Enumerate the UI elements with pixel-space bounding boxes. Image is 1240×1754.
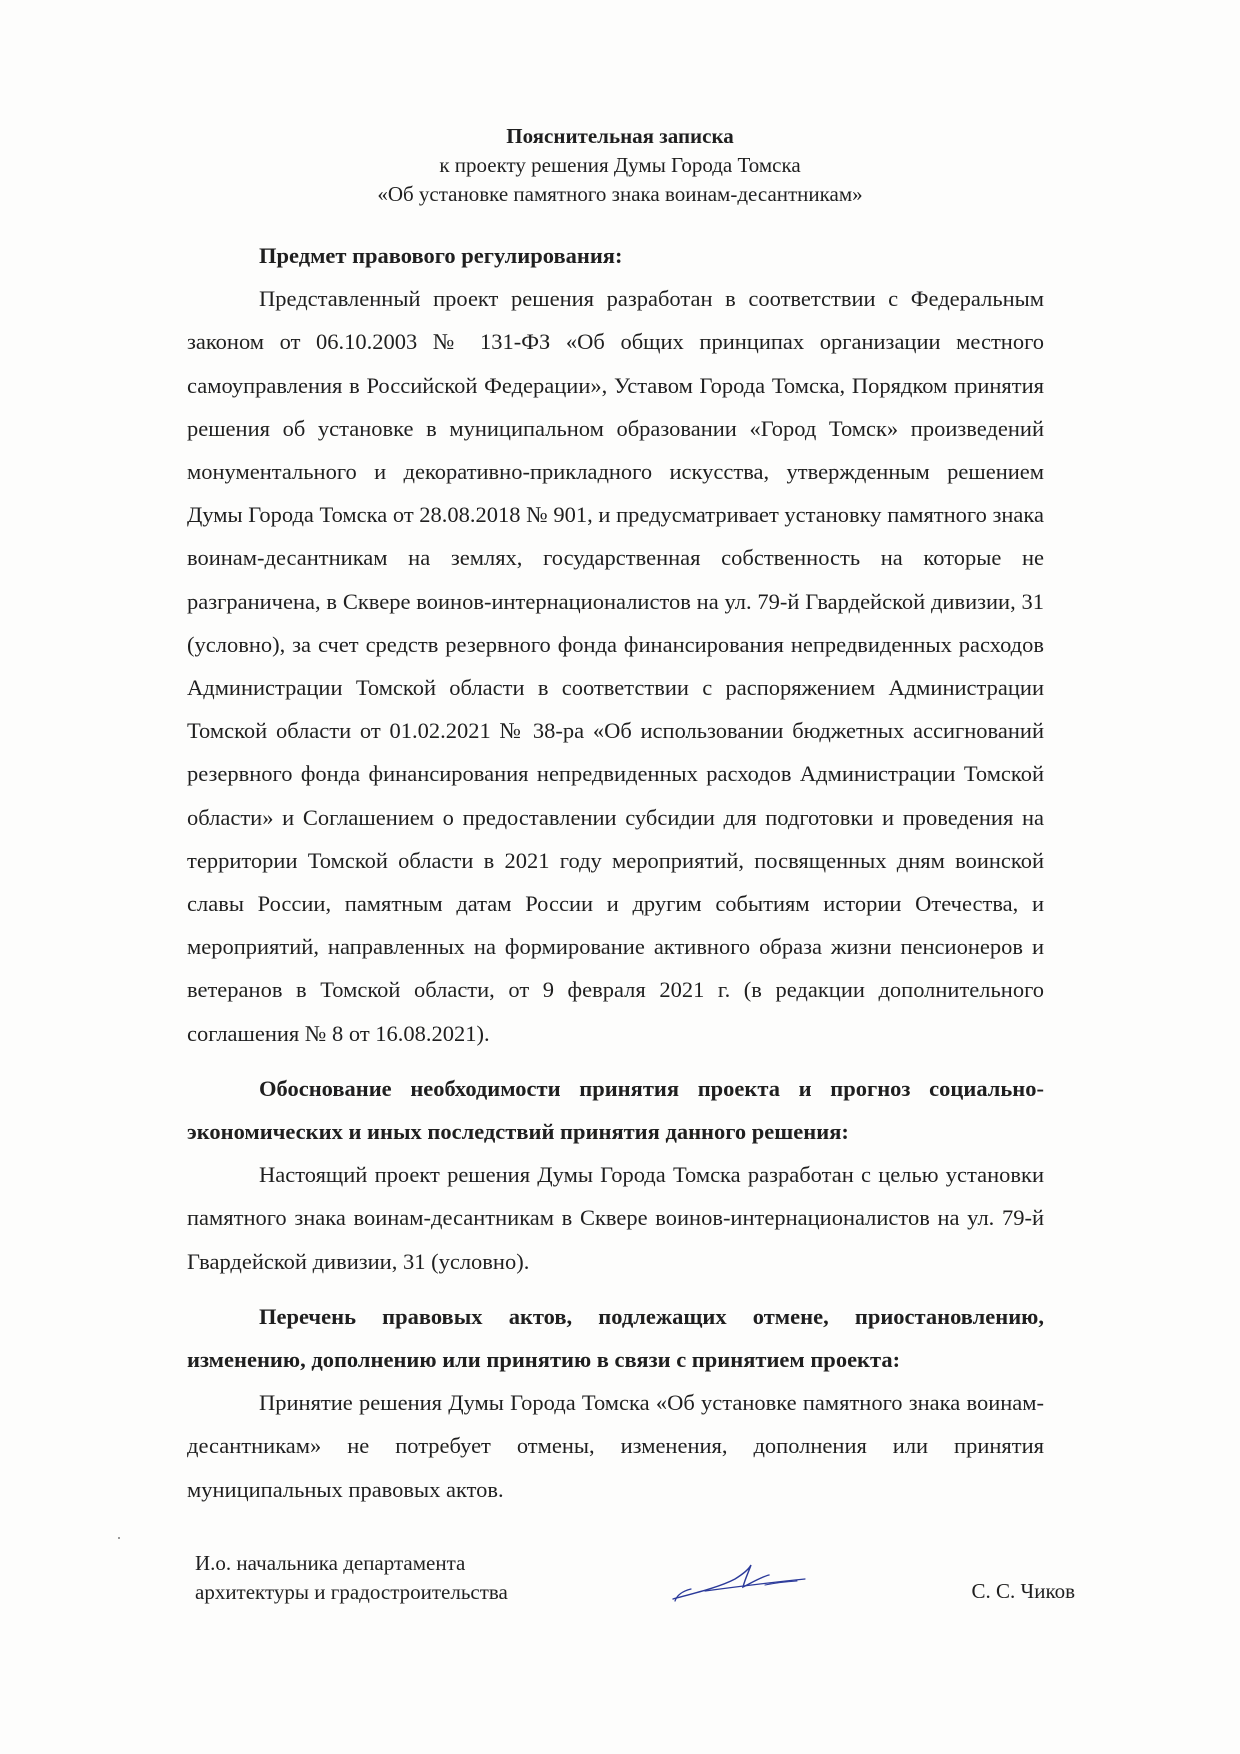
section-text-justification: Настоящий проект решения Думы Города Томска разработан с целью установки памятного знака воинам-десантникам в Сквере воинов-интернационалистов на ул. 79-й Гвардейской дивизии, 31 (условно). [187, 1162, 1044, 1274]
section-heading-regulation-subject: Предмет правового регулирования: [259, 243, 623, 268]
section-text-legal-acts: Принятие решения Думы Города Томска «Об установке памятного знака воинам-десантникам» не потребует отмены, изменения, дополнения или принятия муниципальных правовых актов. [187, 1390, 1044, 1502]
signer-position-line2: архитектуры и градостроительства [195, 1580, 508, 1604]
signature-block [195, 1549, 1075, 1629]
section-heading-legal-acts: Перечень правовых актов, подлежащих отмене, приостановлению, изменению, дополнению или принятию в связи с принятием проекта: [187, 1303, 1044, 1373]
document-subtitle-line1: к проекту решения Думы Города Томска [439, 153, 801, 177]
document-body [187, 234, 1044, 1511]
handwritten-signature-icon [665, 1557, 815, 1607]
section-text-regulation-subject: Представленный проект решения разработан в соответствии с Федеральным законом от 06.10.2003 № 131-ФЗ «Об общих принципах организации местного самоуправления в Российской Федерации», Уставом Города Томска, Порядком принятия решения об установке в муниципальном образовании «Город Томск» произведений монументального и декоративно-прикладного искусства, утвержденным решением Думы Города Томска от 28.08.2018 № 901, и предусматривает установку памятного знака воинам-десантникам на землях, государственная собственность на которые не разграничена, в Сквере воинов-интернационалистов на ул. 79-й Гвардейской дивизии, 31 (условно), за счет средств резервного фонда финансирования непредвиденных расходов Администрации Томской области в соответствии с распоряжением Администрации Томской области от 01.02.2021 № 38-ра «Об использовании бюджетных ассигнований резервного фонда финансирования непредвиденных расходов Администрации Томской области» и Соглашением о предоставлении субсидии для подготовки и проведения на территории Томской области в 2021 году мероприятий, посвященных дням воинской славы России, памятным датам России и другим событиям истории Отечества, и мероприятий, направленных на формирование активного образа жизни пенсионеров и ветеранов в Томской области, от 9 февраля 2021 г. (в редакции дополнительного соглашения № 8 от 16.08.2021). [187, 286, 1044, 1046]
signer-position [195, 1549, 615, 1607]
signer-name: С. С. Чиков [971, 1579, 1075, 1603]
section-heading-justification: Обоснование необходимости принятия проекта и прогноз социально-экономических и иных последствий принятия данного решения: [187, 1075, 1044, 1145]
document-header [0, 122, 1240, 209]
signer-position-line1: И.о. начальника департамента [195, 1551, 466, 1575]
scan-dot [118, 1537, 120, 1539]
document-subtitle-line2: «Об установке памятного знака воинам-десантникам» [377, 182, 863, 206]
document-title: Пояснительная записка [506, 124, 734, 148]
